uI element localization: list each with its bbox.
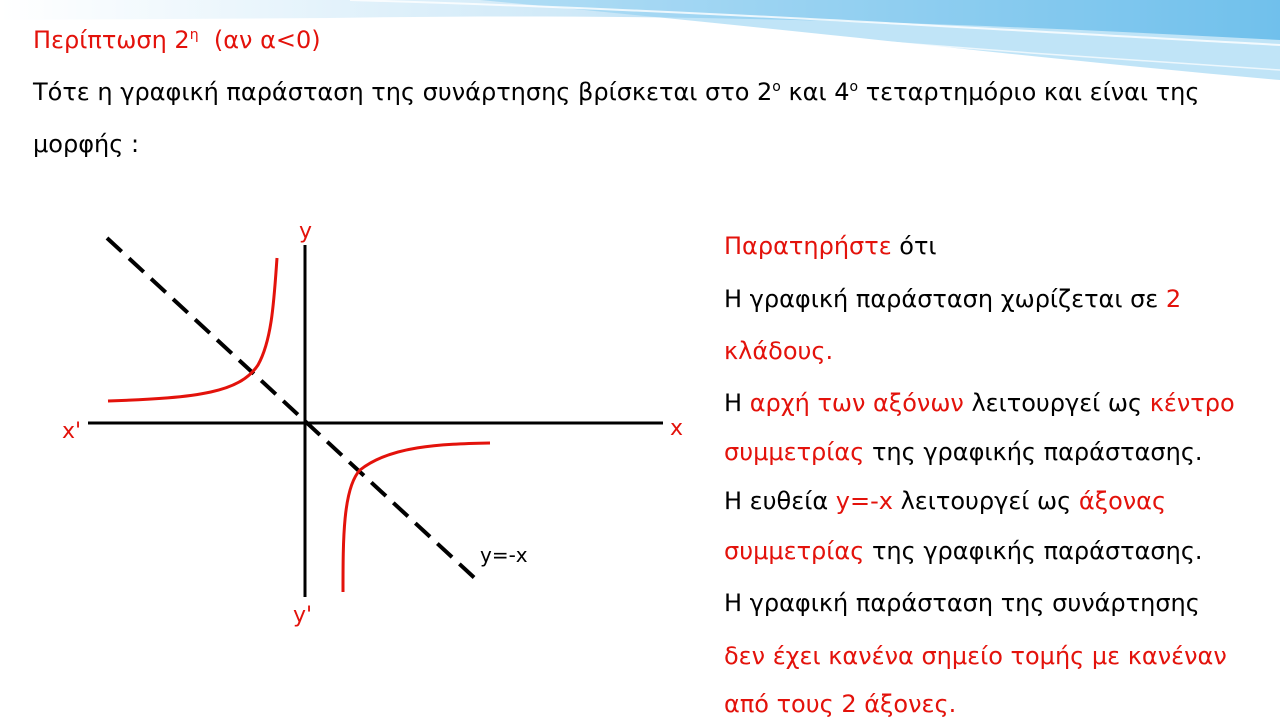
- note-highlight: κέντρο: [1149, 389, 1235, 417]
- upper-left-branch: [108, 258, 277, 401]
- note-line-3: κλάδους.: [724, 337, 834, 365]
- intro-line-2: μορφής :: [33, 130, 140, 158]
- note-text: της γραφικής παράστασης.: [864, 537, 1203, 565]
- note-text: Η ευθεία: [724, 487, 836, 515]
- line-equation-label: y=-x: [480, 543, 528, 567]
- x-axis-label: x: [670, 416, 684, 441]
- intro-sup-2: ο: [849, 79, 859, 95]
- note-text: λειτουργεί ως: [963, 389, 1150, 417]
- note-highlight: άξονας: [1078, 487, 1167, 515]
- note-line-9: δεν έχει κανένα σημείο τομής με κανέναν: [724, 642, 1227, 670]
- note-highlight: y=-x: [835, 487, 893, 515]
- note-observe: Παρατηρήστε: [724, 232, 892, 260]
- note-text: λειτουργεί ως: [892, 487, 1079, 515]
- y-axis-label: y: [299, 219, 313, 244]
- symmetry-line: [107, 238, 480, 583]
- note-line-10: από τους 2 άξονες.: [724, 690, 957, 718]
- x-prime-label: x': [62, 419, 82, 444]
- hyperbola-graph: [50, 210, 710, 640]
- heading-superscript: η: [189, 27, 199, 43]
- note-line-5: [724, 438, 1203, 466]
- note-text: της γραφικής παράστασης.: [864, 438, 1203, 466]
- note-line-4: [724, 389, 1235, 417]
- intro-text-3: τεταρτημόριο και είναι της: [858, 78, 1200, 106]
- note-line-6: [724, 487, 1166, 515]
- note-highlight: συμμετρίας: [724, 438, 865, 466]
- note-line-8: Η γραφική παράσταση της συνάρτησης: [724, 589, 1200, 617]
- note-line-2: [724, 285, 1181, 313]
- heading-text: Περίπτωση 2: [33, 26, 190, 54]
- note-line-1: [724, 232, 937, 260]
- note-highlight: αρχή των αξόνων: [749, 389, 964, 417]
- y-prime-label: y': [293, 603, 313, 628]
- note-oti: ότι: [891, 232, 937, 260]
- heading-condition: (αν α<0): [213, 26, 321, 54]
- intro-line-1: [33, 78, 1199, 106]
- intro-text-1: Τότε η γραφική παράσταση της συνάρτησης βρίσκεται στο 2: [33, 78, 773, 106]
- note-highlight: 2: [1165, 285, 1182, 313]
- case-heading: [33, 26, 321, 54]
- note-line-7: [724, 537, 1203, 565]
- note-highlight: συμμετρίας: [724, 537, 865, 565]
- note-text: Η γραφική παράσταση χωρίζεται σε: [724, 285, 1166, 313]
- intro-text-2: και 4: [780, 78, 850, 106]
- intro-sup-1: ο: [772, 79, 781, 95]
- note-text: Η: [724, 389, 750, 417]
